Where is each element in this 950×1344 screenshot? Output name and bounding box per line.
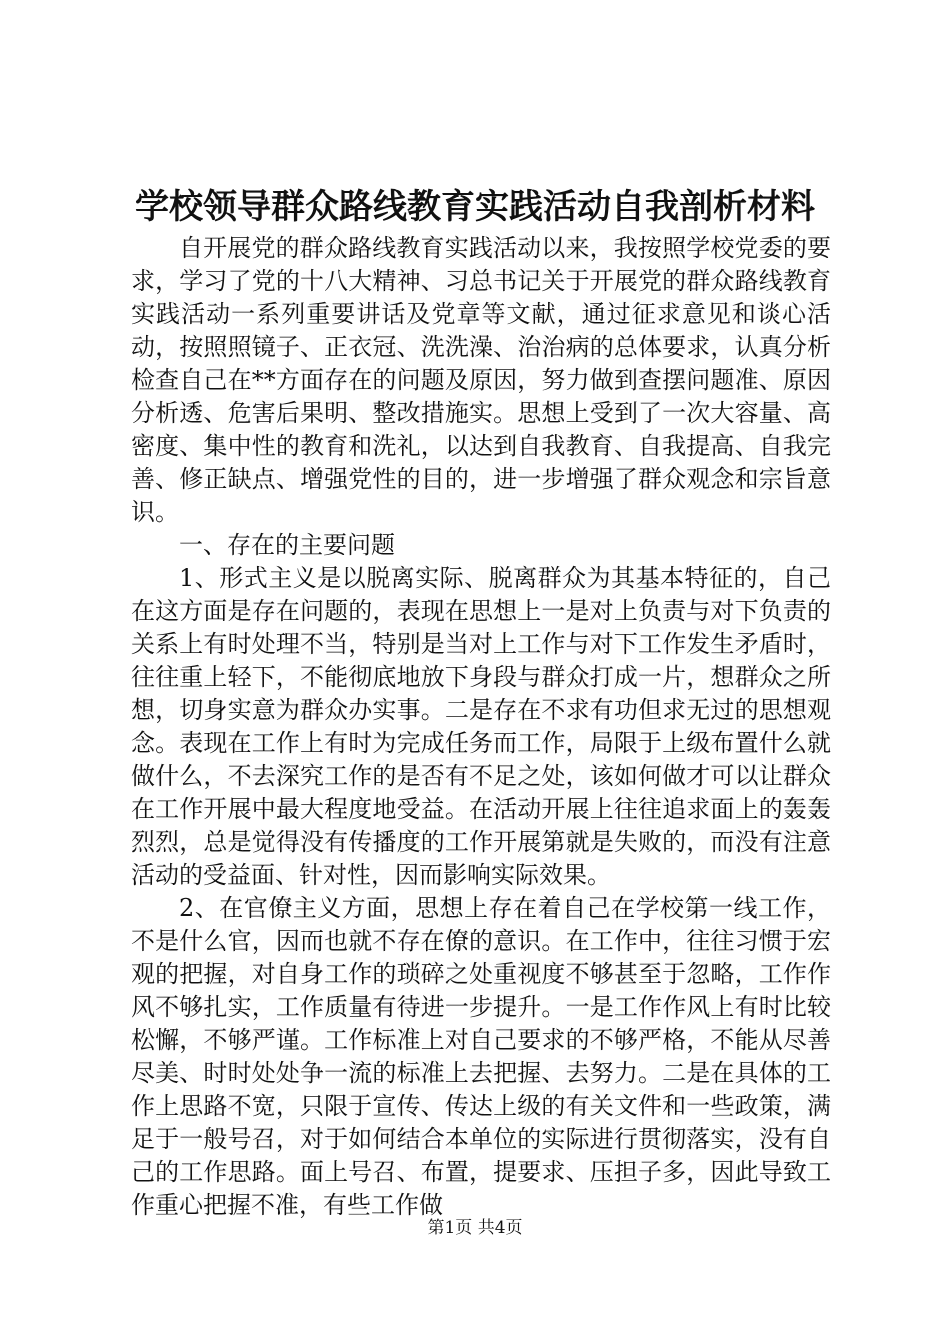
formalism-paragraph: 1、形式主义是以脱离实际、脱离群众为其基本特征的，自己在这方面是存在问题的，表现在思想上一是对上负责与对下负责的关系上有时处理不当，特别是当对上工作与对下工作发生矛盾时，往往重上轻下，不能彻底地放下身段与群众打成一片，想群众之所想，切身实意为群众办实事。二是存在不求有功但求无过的思想观念。表现在工作上有时为完成任务而工作，局限于上级布置什么就做什么，不去深究工作的是否有不足之处，该如何做才可以让群众在工作开展中最大程度地受益。在活动开展上往往追求面上的轰轰烈烈，总是觉得没有传播度的工作开展第就是失败的，而没有注意活动的受益面、针对性，因而影响实际效果。 — [131, 564, 831, 889]
intro-paragraph: 自开展党的群众路线教育实践活动以来，我按照学校党委的要求，学习了党的十八大精神、习总书记关于开展党的群众路线教育实践活动一系列重要讲话及党章等文献，通过征求意见和谈心活动，按照照镜子、正衣冠、洗洗澡、治治病的总体要求，认真分析检查自己在**方面存在的问题及原因，努力做到查摆问题准、原因分析透、危害后果明、整改措施实。思想上受到了一次大容量、高密度、集中性的教育和洗礼，以达到自我教育、自我提高、自我完善、修正缺点、增强党性的目的，进一步增强了群众观念和宗旨意识。 — [131, 234, 831, 526]
document-title: 学校领导群众路线教育实践活动自我剖析材料 — [135, 187, 815, 227]
page-footer: 第1页 共4页 — [427, 1218, 523, 1238]
bureaucracy-paragraph: 2、在官僚主义方面，思想上存在着自己在学校第一线工作，不是什么官，因而也就不存在僚的意识。在工作中，往往习惯于宏观的把握，对自身工作的琐碎之处重视度不够甚至于忽略，工作作风不够扎实，工作质量有待进一步提升。一是工作作风上有时比较松懈，不够严谨。工作标准上对自己要求的不够严格，不能从尽善尽美、时时处处争一流的标准上去把握、去努力。二是在具体的工作上思路不宽，只限于宣传、传达上级的有关文件和一些政策，满足于一般号召，对于如何结合本单位的实际进行贯彻落实，没有自己的工作思路。面上号召、布置，提要求、压担子多，因此导致工作重心把握不准，有些工作做 — [131, 894, 831, 1219]
document-body — [131, 232, 831, 1222]
section-heading: 一、存在的主要问题 — [179, 531, 395, 559]
